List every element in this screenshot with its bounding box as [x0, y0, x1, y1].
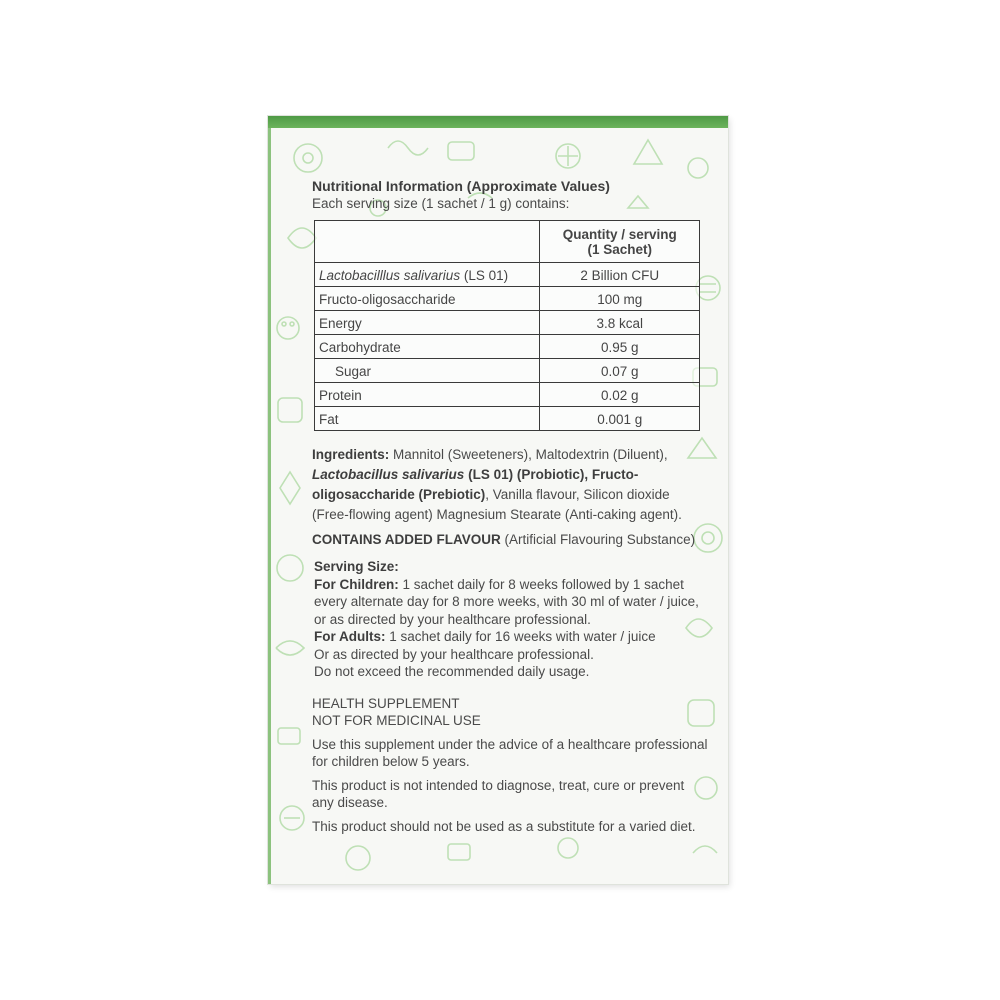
header-quantity-cell — [540, 221, 700, 263]
serving-adults — [314, 628, 708, 646]
row-value: 100 mg — [540, 287, 700, 311]
row-name: Fructo-oligosaccharide — [315, 287, 540, 311]
row-value: 0.07 g — [540, 359, 700, 383]
row-name: Carbohydrate — [315, 335, 540, 359]
row-value: 0.001 g — [540, 407, 700, 431]
row-name — [315, 263, 540, 287]
children-label: For Children: — [314, 576, 399, 592]
ingredients-text1: Mannitol (Sweeteners), Maltodextrin (Diluent), — [389, 447, 668, 462]
serving-heading: Serving Size: — [314, 559, 399, 574]
header-line1: Quantity / serving — [562, 227, 677, 242]
serving-size-block — [314, 558, 708, 681]
adults-line2: Or as directed by your healthcare professional. — [314, 646, 594, 662]
flavour-bold: CONTAINS ADDED FLAVOUR — [312, 532, 501, 547]
row-name: Fat — [315, 407, 540, 431]
table-row — [315, 311, 700, 335]
flavour-rest: (Artificial Flavouring Substance) — [500, 532, 696, 547]
row-value: 2 Billion CFU — [540, 263, 700, 287]
row-value: 0.95 g — [540, 335, 700, 359]
row-name-italic: Lactobacilllus salivarius — [319, 267, 461, 283]
ingredients-species: Lactobacillus salivarius — [312, 467, 465, 482]
header-blank-cell — [315, 221, 540, 263]
advice-text: Use this supplement under the advice of a healthcare professional for children below 5 years. — [312, 736, 708, 769]
disclaimer-text: This product is not intended to diagnose, treat, cure or prevent any disease. — [312, 777, 685, 810]
health-notice — [312, 695, 708, 730]
row-name: Energy — [315, 311, 540, 335]
nutrition-title: Nutritional Information (Approximate Values) — [312, 178, 610, 194]
row-name-strain: (LS 01) — [460, 267, 509, 283]
table-row — [315, 263, 700, 287]
serving-children — [314, 576, 708, 629]
table-row — [315, 407, 700, 431]
header-line2: (1 Sachet) — [587, 242, 652, 257]
product-box-back — [268, 116, 728, 884]
nutrition-subtitle: Each serving size (1 sachet / 1 g) contains: — [312, 196, 570, 211]
nutrition-table — [314, 220, 700, 431]
table-row — [315, 287, 700, 311]
row-name: Protein — [315, 383, 540, 407]
ingredients-strain: (LS 01) (Probiotic), Fructo-oligosaccharide (Prebiotic) — [312, 467, 639, 502]
box-top-edge — [268, 116, 728, 128]
flavour-statement — [312, 531, 708, 548]
table-row — [315, 383, 700, 407]
table-header-row — [315, 221, 700, 263]
table-row — [315, 335, 700, 359]
row-value: 3.8 kcal — [540, 311, 700, 335]
label-text-panel — [312, 178, 708, 835]
table-row — [315, 359, 700, 383]
usage-warning: Do not exceed the recommended daily usage. — [314, 664, 590, 679]
adults-text: 1 sachet daily for 16 weeks with water / juice — [385, 629, 656, 644]
diet-text: This product should not be used as a substitute for a varied diet. — [312, 818, 696, 834]
ingredients-text2: , Vanilla flavour, Silicon dioxide (Free-flowing agent) Magnesium Stearate (Anti-caking agent). — [312, 487, 682, 522]
row-value: 0.02 g — [540, 383, 700, 407]
ingredients-label: Ingredients: — [312, 447, 390, 462]
health-supplement-line: HEALTH SUPPLEMENT — [312, 695, 460, 711]
row-name: Sugar — [315, 359, 540, 383]
ingredients-block — [312, 445, 708, 525]
children-text: 1 sachet daily for 8 weeks followed by 1 sachet every alternate day for 8 more weeks, with 30 ml of water / juice, or as directed by your healthcare professional. — [314, 576, 699, 627]
not-medicinal-line: NOT FOR MEDICINAL USE — [312, 713, 481, 728]
adults-label: For Adults: — [314, 629, 386, 644]
